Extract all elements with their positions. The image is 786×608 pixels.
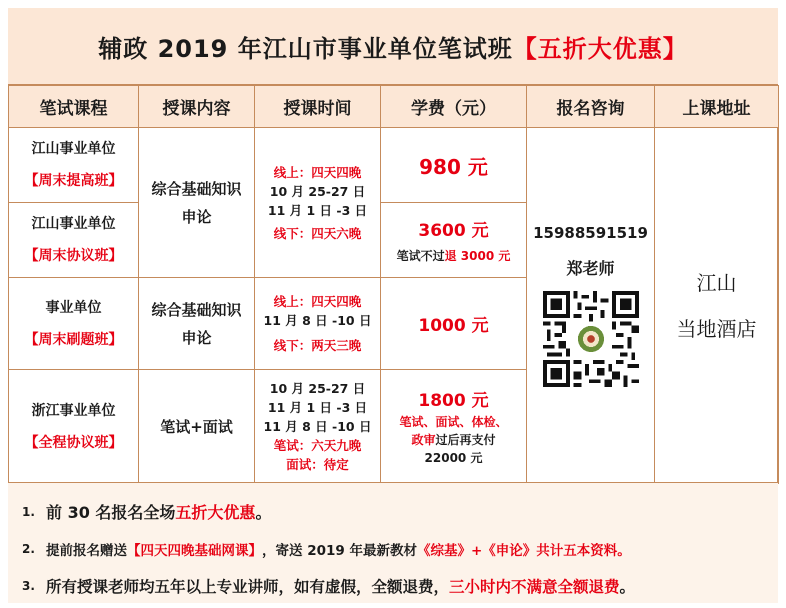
course-tag: 【周末提高班】 [24,173,123,189]
note-item [22,530,778,567]
note-highlight: 五折大优惠 [175,503,256,522]
course-cell [9,203,139,278]
table-header-row [9,86,779,128]
fee-cell [381,128,527,203]
notes-section [8,482,778,603]
note-text: 所有授课老师均五年以上专业讲师，如有虚假，全额退费， [46,577,450,596]
poster-title [8,8,778,85]
header-contact: 报名咨询 [527,86,655,128]
fee-note-text: 过后再支付 [435,433,496,447]
time-cell [255,128,381,278]
time-date: 11 月 1 日 -3 日 [267,202,368,218]
fee-note [381,431,526,449]
fee-note-text: 笔试不过 [396,248,445,263]
note-highlight: 【四天四晚基础网课】 [127,542,262,559]
time-date: 10 月 25-27 日 [269,183,366,199]
note-item [22,493,778,530]
note-text: 。 [255,503,272,522]
header-time: 授课时间 [255,86,381,128]
note-text: ，寄送 2019 年最新教材 [262,542,417,559]
course-name: 江山事业单位 [31,216,116,232]
note-text: 前 30 名报名全场 [46,503,176,522]
fee-cell [381,370,527,484]
time-date: 11 月 8 日 -10 日 [263,419,372,434]
fee-note-red: 政审 [411,433,436,447]
course-tag: 【全程协议班】 [24,434,123,451]
time-cell [255,278,381,370]
course-tag: 【周末刷题班】 [24,331,123,348]
time-online: 线上：四天四晚 [273,164,362,180]
header-fee: 学费（元） [381,86,527,128]
content-cell [139,128,255,278]
title-main: 辅政 2019 年江山市事业单位笔试班 [98,34,513,63]
note-text: 提前报名赠送 [46,542,127,559]
content-cell [139,370,255,484]
fee-note-refund: 退 3000 元 [444,248,511,263]
contact-phone: 15988591519 [533,224,648,242]
header-course: 笔试课程 [9,86,139,128]
time-date: 11 月 8 日 -10 日 [263,313,372,328]
note-number: 1. [22,504,35,519]
fee-cell [381,278,527,370]
fee-value: 1000 元 [418,316,489,336]
time-interview: 面试：待定 [286,457,349,472]
content-cell [139,278,255,370]
fee-note-amount: 22000 元 [424,451,483,465]
time-written: 笔试：六天九晚 [273,438,362,453]
contact-teacher: 郑老师 [566,259,615,278]
fee-value: 1800 元 [418,391,489,411]
time-date: 10 月 25-27 日 [269,381,366,396]
note-text: 。 [619,577,636,596]
qr-code-icon [543,291,639,387]
content-line: 综合基础知识 [151,300,242,319]
course-tag: 【周末协议班】 [24,248,123,264]
fee-value: 980 元 [419,154,488,179]
course-cell [9,128,139,203]
content-line: 综合基础知识 [151,179,242,198]
fee-note [381,247,526,265]
note-highlight: 《综基》+《申论》共计五本资料。 [416,542,631,559]
note-highlight: 三小时内不满意全额退费 [449,577,620,596]
header-content: 授课内容 [139,86,255,128]
fee-value: 3600 元 [418,220,489,241]
fee-note: 笔试、面试、体检、 [399,415,508,429]
address-line: 江山 [696,270,737,295]
table-row [9,128,779,203]
contact-cell [527,128,655,484]
content-line: 申论 [181,207,212,226]
address-cell [655,128,779,484]
course-name: 江山事业单位 [31,141,116,157]
address-line: 当地酒店 [676,316,757,341]
course-name: 浙江事业单位 [31,402,116,419]
content-line: 笔试+面试 [160,417,233,436]
time-online: 线上：四天四晚 [273,294,362,309]
title-highlight: 【五折大优惠】 [512,34,688,63]
time-offline: 线下：四天六晚 [273,225,362,241]
time-offline: 线下：两天三晚 [273,338,362,353]
note-item [22,567,778,604]
header-address: 上课地址 [655,86,779,128]
time-date: 11 月 1 日 -3 日 [267,400,368,415]
note-number: 2. [22,541,35,556]
content-line: 申论 [181,328,212,347]
course-cell [9,370,139,484]
course-table [8,85,779,484]
fee-cell [381,203,527,278]
course-name: 事业单位 [45,299,102,316]
time-cell [255,370,381,484]
course-cell [9,278,139,370]
note-number: 3. [22,578,35,593]
